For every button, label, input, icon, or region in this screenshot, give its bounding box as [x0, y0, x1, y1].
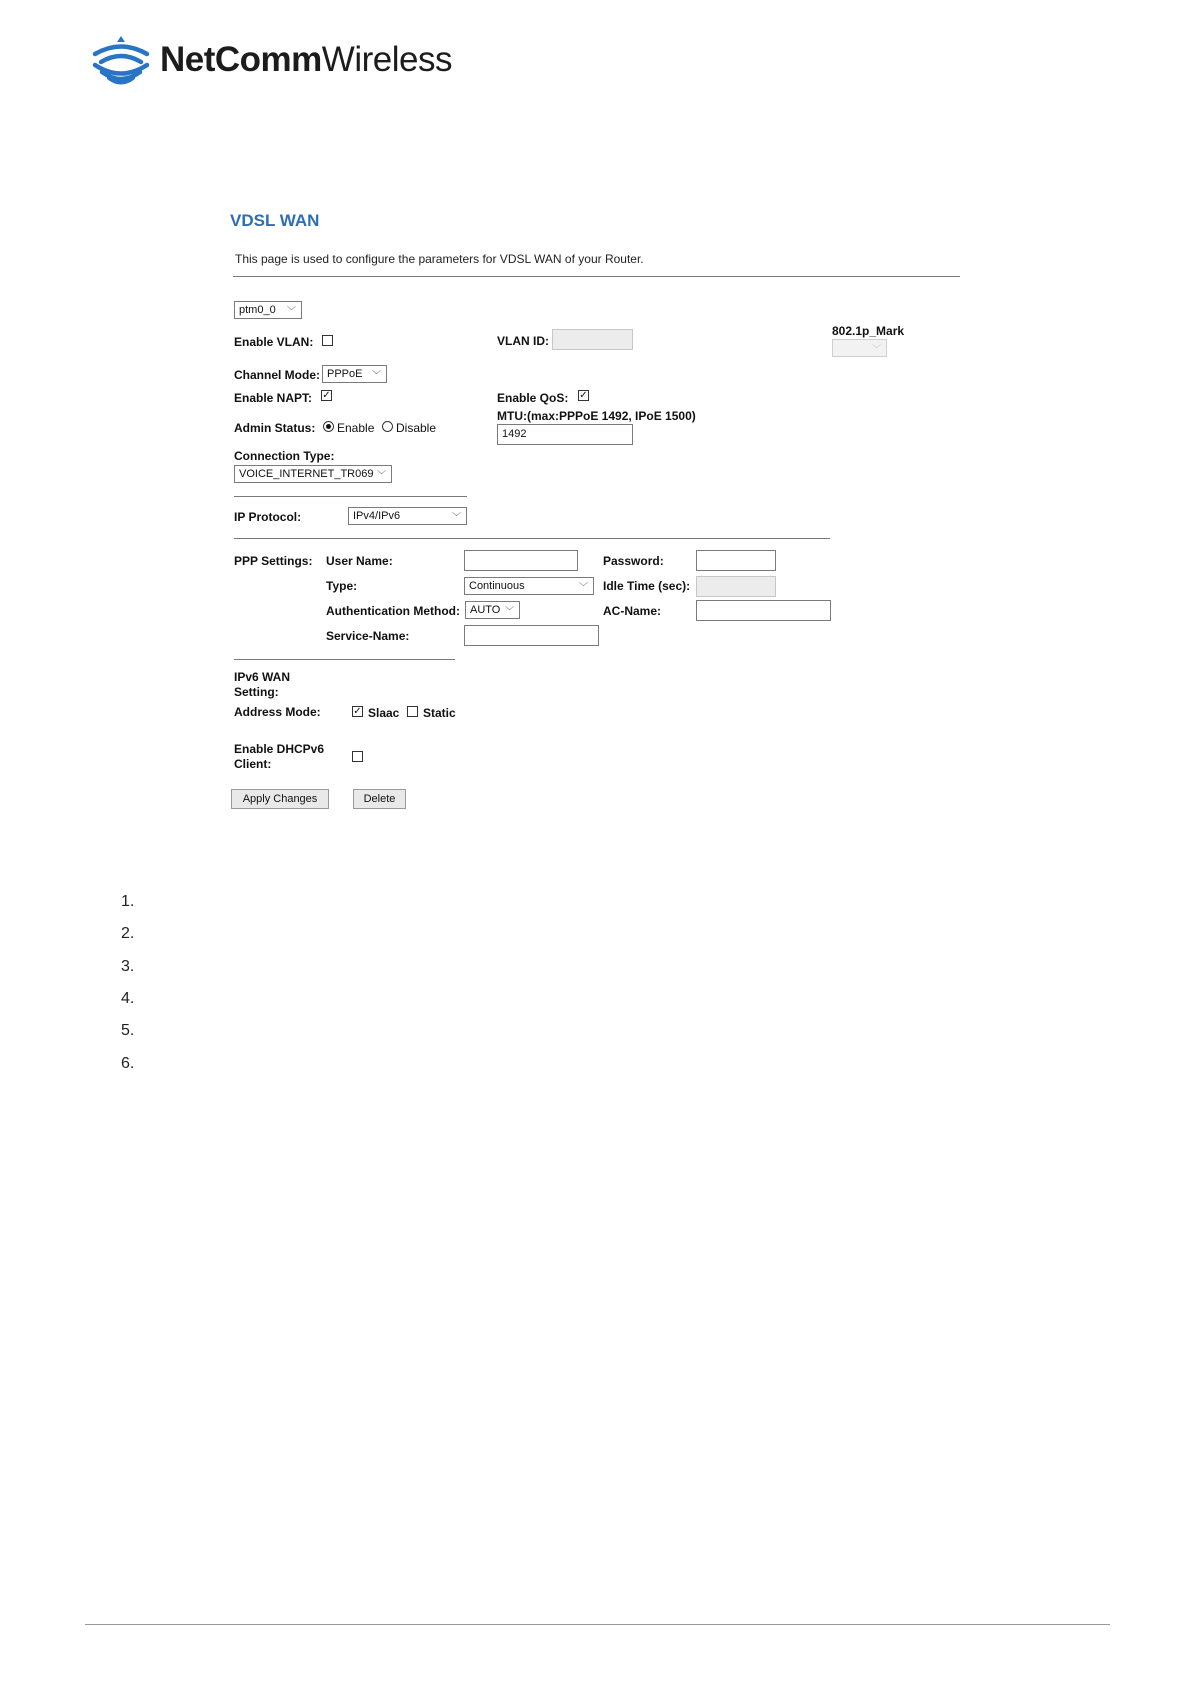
ipv6-setting-label: Setting:	[234, 685, 279, 699]
delete-button[interactable]: Delete	[353, 789, 406, 809]
step-number: 5.	[121, 1022, 135, 1039]
apply-changes-button[interactable]: Apply Changes	[231, 789, 329, 809]
auth-method-select[interactable]: AUTO ﹀	[465, 601, 520, 619]
ac-name-input[interactable]	[696, 600, 831, 621]
chevron-down-icon: ﹀	[504, 606, 514, 616]
connection-type-label: Connection Type:	[234, 449, 335, 463]
enable-vlan-checkbox[interactable]	[322, 335, 333, 346]
service-name-input[interactable]	[464, 625, 599, 646]
type-label: Type:	[326, 579, 358, 593]
footer-divider	[85, 1624, 1110, 1625]
idle-time-input[interactable]	[696, 576, 776, 597]
step-number: 1.	[121, 893, 135, 910]
ppp-settings-label: PPP Settings:	[234, 554, 313, 568]
password-label: Password:	[603, 554, 664, 568]
chevron-down-icon: ﹀	[871, 344, 881, 354]
slaac-label: Slaac	[368, 706, 400, 720]
chevron-down-icon: ﹀	[376, 470, 386, 480]
enable-napt-label: Enable NAPT:	[234, 391, 313, 405]
admin-disable-label: Disable	[396, 421, 437, 435]
mtu-input[interactable]: 1492	[497, 424, 633, 445]
step-number: 6.	[121, 1055, 135, 1072]
page-description: This page is used to configure the parameters for VDSL WAN of your Router.	[235, 252, 644, 266]
connection-type-select[interactable]: VOICE_INTERNET_TR069 ﹀	[234, 465, 392, 483]
slaac-checkbox[interactable]: ✓	[353, 706, 362, 717]
step-number: 3.	[121, 958, 135, 975]
enable-qos-label: Enable QoS:	[497, 391, 569, 405]
ip-protocol-select[interactable]: IPv4/IPv6 ﹀	[348, 507, 467, 525]
vlan-id-label: VLAN ID:	[497, 334, 549, 348]
step-number: 4.	[121, 990, 135, 1007]
auth-method-label: Authentication Method:	[326, 604, 460, 618]
password-input[interactable]	[696, 550, 776, 571]
step-number: 2.	[121, 925, 135, 942]
page-title: VDSL WAN	[230, 211, 320, 230]
brand-name-light: Wireless	[321, 40, 452, 79]
user-name-input[interactable]	[464, 550, 578, 571]
brand-name	[160, 40, 452, 80]
enable-vlan-label: Enable VLAN:	[234, 335, 314, 349]
static-checkbox[interactable]	[407, 706, 418, 717]
admin-disable-radio[interactable]	[382, 421, 393, 432]
logo	[92, 34, 452, 88]
divider-ppp	[234, 659, 455, 660]
divider-top	[233, 276, 960, 277]
ipv6-wan-label: IPv6 WAN	[234, 670, 291, 684]
user-name-label: User Name:	[326, 554, 393, 568]
mark-select[interactable]	[832, 339, 887, 357]
channel-mode-label: Channel Mode:	[234, 368, 320, 382]
idle-time-label: Idle Time (sec):	[603, 579, 691, 593]
type-select[interactable]: Continuous ﹀	[464, 577, 594, 595]
chevron-down-icon: ﹀	[286, 306, 296, 316]
chevron-down-icon: ﹀	[451, 512, 461, 522]
vlan-id-input[interactable]	[552, 329, 633, 350]
mark-label: 802.1p_Mark	[832, 324, 905, 338]
chevron-down-icon: ﹀	[371, 370, 381, 380]
admin-status-label: Admin Status:	[234, 421, 316, 435]
address-mode-label: Address Mode:	[234, 705, 321, 719]
brand-name-bold: NetComm	[160, 40, 322, 79]
enable-napt-checkbox[interactable]: ✓	[322, 390, 331, 401]
service-name-label: Service-Name:	[326, 629, 410, 643]
enable-qos-checkbox[interactable]: ✓	[579, 390, 588, 401]
wifi-signal-icon	[92, 34, 150, 88]
divider-connection	[234, 496, 467, 497]
dhcpv6-checkbox[interactable]	[352, 751, 363, 762]
interface-select[interactable]: ptm0_0 ﹀	[234, 301, 302, 319]
divider-ip-protocol	[234, 538, 830, 539]
dhcpv6-label: Enable DHCPv6	[234, 742, 325, 756]
admin-enable-label: Enable	[337, 421, 375, 435]
mtu-label: MTU:(max:PPPoE 1492, IPoE 1500)	[497, 409, 696, 423]
ac-name-label: AC-Name:	[603, 604, 662, 618]
admin-enable-radio[interactable]	[323, 421, 334, 432]
dhcpv6-client-label: Client:	[234, 757, 272, 771]
chevron-down-icon: ﹀	[578, 582, 588, 592]
static-label: Static	[423, 706, 456, 720]
channel-mode-select[interactable]: PPPoE ﹀	[322, 365, 387, 383]
ip-protocol-label: IP Protocol:	[234, 510, 302, 524]
